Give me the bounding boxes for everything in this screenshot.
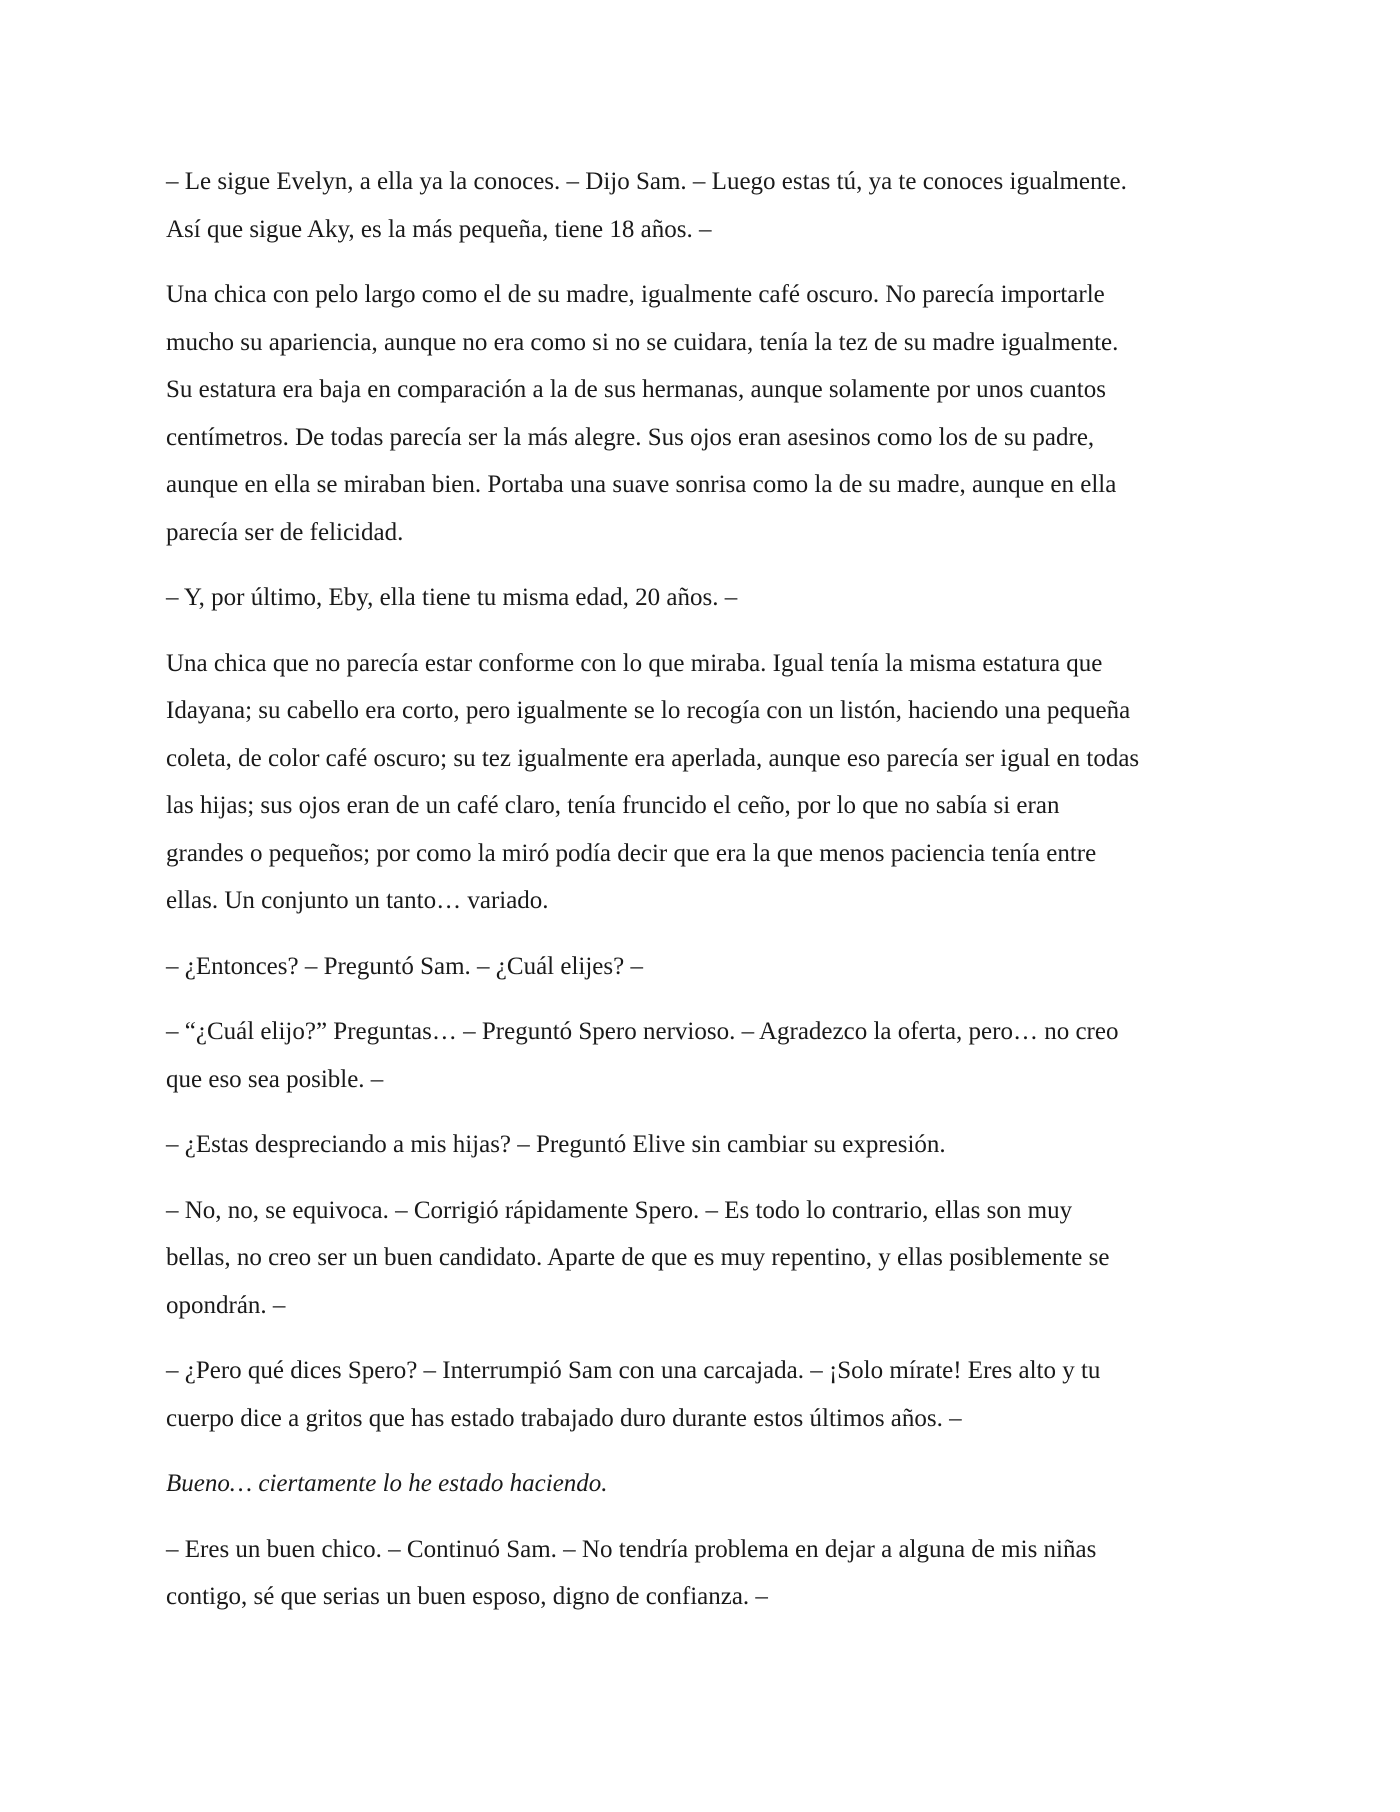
- text-line: Una chica con pelo largo como el de su madre, igualmente café oscuro. No parecía importarle: [166, 281, 1105, 308]
- text-line: Una chica que no parecía estar conforme con lo que miraba. Igual tenía la misma estatura que: [166, 649, 1103, 677]
- text-line: Bueno… ciertamente lo he estado haciendo.: [166, 1470, 608, 1497]
- text-line: cuerpo dice a gritos que has estado trabajado duro durante estos últimos años. –: [166, 1404, 962, 1432]
- paragraph-5: [166, 943, 1246, 991]
- paragraph-2: [166, 271, 1246, 556]
- text-line: opondrán. –: [166, 1291, 286, 1319]
- paragraph-10-italic-thought: [166, 1460, 1246, 1508]
- text-line: contigo, sé que serias un buen esposo, digno de confianza. –: [166, 1583, 768, 1610]
- text-line: que eso sea posible. –: [166, 1065, 384, 1093]
- text-line: – ¿Entonces? – Preguntó Sam. – ¿Cuál elijes? –: [166, 952, 643, 980]
- text-line: grandes o pequeños; por como la miró podía decir que era la que menos paciencia tenía entre: [166, 839, 1097, 867]
- text-line: Idayana; su cabello era corto, pero igualmente se lo recogía con un listón, haciendo una pequeña: [166, 697, 1131, 724]
- text-line: ellas. Un conjunto un tanto… variado.: [166, 887, 549, 914]
- text-line: – No, no, se equivoca. – Corrigió rápidamente Spero. – Es todo lo contrario, ellas son muy: [166, 1196, 1073, 1224]
- paragraph-3: [166, 574, 1246, 622]
- text-line: Así que sigue Aky, es la más pequeña, tiene 18 años. –: [166, 215, 712, 243]
- paragraph-6: [166, 1008, 1246, 1103]
- paragraph-7: [166, 1121, 1246, 1169]
- text-line: – ¿Estas despreciando a mis hijas? – Preguntó Elive sin cambiar su expresión.: [166, 1131, 946, 1158]
- text-line: – Le sigue Evelyn, a ella ya la conoces. – Dijo Sam. – Luego estas tú, ya te conoces igualmente.: [166, 168, 1127, 195]
- text-line: mucho su apariencia, aunque no era como si no se cuidara, tenía la tez de su madre igualmente.: [166, 328, 1119, 356]
- text-line: Su estatura era baja en comparación a la de sus hermanas, aunque solamente por unos cuantos: [166, 376, 1106, 403]
- paragraph-8: [166, 1187, 1246, 1330]
- text-line: – ¿Pero qué dices Spero? – Interrumpió Sam con una carcajada. – ¡Solo mírate! Eres alto y tu: [166, 1357, 1101, 1384]
- text-line: centímetros. De todas parecía ser la más alegre. Sus ojos eran asesinos como los de su padre,: [166, 423, 1095, 451]
- text-line: aunque en ella se miraban bien. Portaba una suave sonrisa como la de su madre, aunque en ella: [166, 471, 1117, 498]
- text-line: – “¿Cuál elijo?” Preguntas… – Preguntó Spero nervioso. – Agradezco la oferta, pero… no creo: [166, 1018, 1119, 1045]
- text-line: bellas, no creo ser un buen candidato. Aparte de que es muy repentino, y ellas posiblemente se: [166, 1244, 1110, 1271]
- text-line: – Y, por último, Eby, ella tiene tu misma edad, 20 años. –: [166, 584, 738, 611]
- text-line: parecía ser de felicidad.: [166, 518, 404, 546]
- text-line: coleta, de color café oscuro; su tez igualmente era aperlada, aunque eso parecía ser igual en todas: [166, 744, 1140, 772]
- paragraph-9: [166, 1347, 1246, 1442]
- text-line: – Eres un buen chico. – Continuó Sam. – No tendría problema en dejar a alguna de mis niñas: [166, 1535, 1097, 1563]
- paragraph-1: [166, 158, 1246, 253]
- paragraph-11: [166, 1526, 1246, 1621]
- paragraph-4: [166, 640, 1246, 925]
- document-page: [166, 158, 1246, 1639]
- text-line: las hijas; sus ojos eran de un café claro, tenía fruncido el ceño, por lo que no sabía si eran: [166, 792, 1060, 819]
